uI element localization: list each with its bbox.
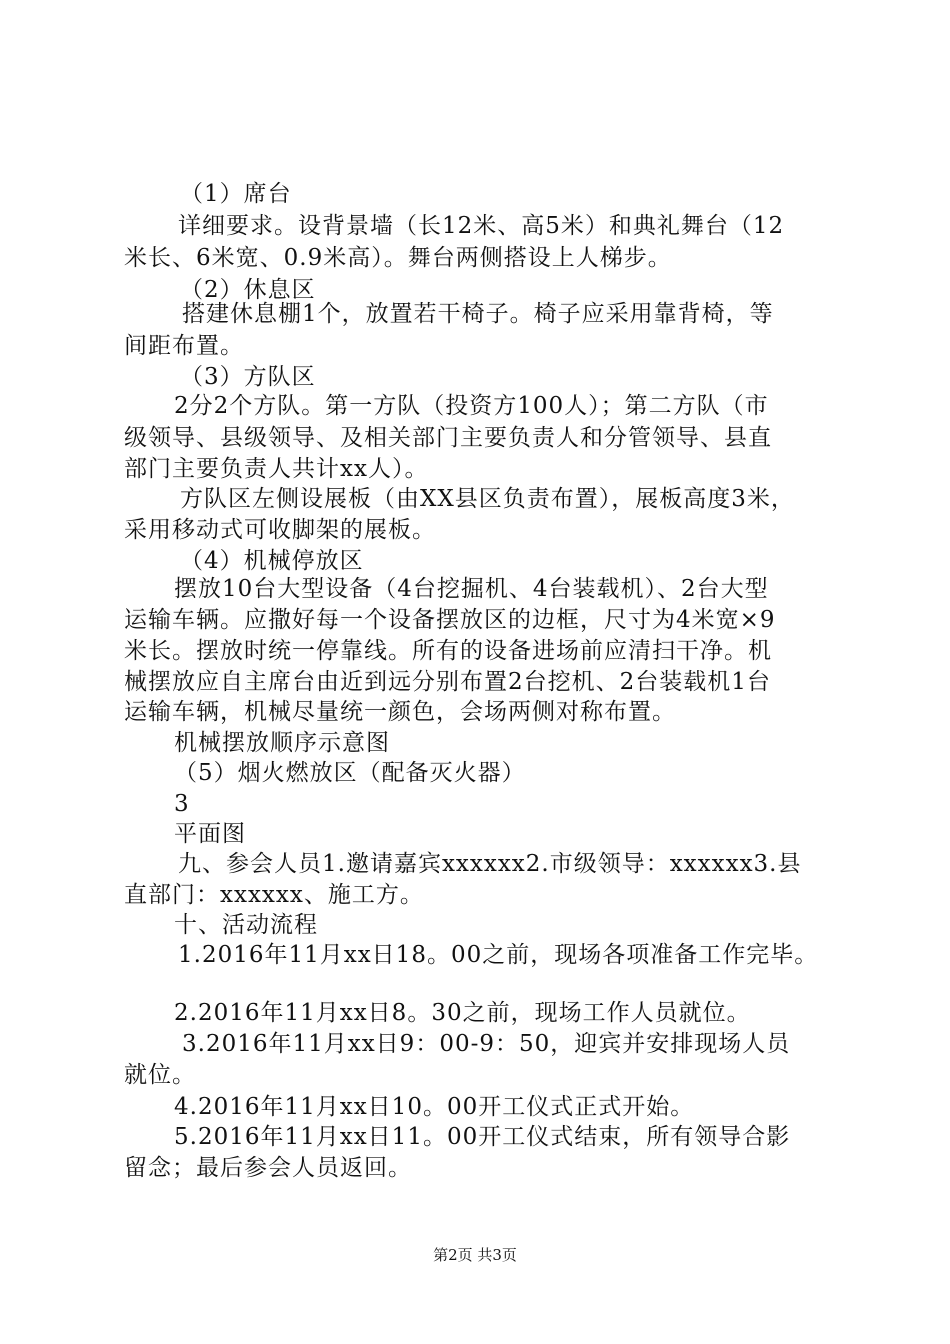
paragraph-line: 米长、6米宽、0.9米高）。舞台两侧搭设上人梯步。 — [124, 245, 672, 271]
paragraph-line: 级领导、县级领导、及相关部门主要负责人和分管领导、县直 — [124, 425, 772, 451]
heading-formation-area: （3）方队区 — [180, 364, 316, 390]
procedure-item: 5.2016年11月xx日11。00开工仪式结束，所有领导合影 — [174, 1124, 791, 1150]
paragraph-line: 搭建休息棚1个，放置若干椅子。椅子应采用靠背椅，等 — [182, 301, 774, 327]
section-attendees: 九、参会人员1.邀请嘉宾xxxxxx2.市级领导：xxxxxx3.县 — [178, 851, 802, 877]
paragraph-line: 就位。 — [124, 1062, 196, 1088]
heading-fireworks-area: （5）烟火燃放区（配备灭火器） — [174, 760, 526, 786]
heading-machinery-area: （4）机械停放区 — [180, 548, 364, 574]
procedure-item: 1.2016年11月xx日18。00之前，现场各项准备工作完毕。 — [178, 942, 819, 968]
section-procedure: 十、活动流程 — [174, 912, 318, 938]
paragraph-line: 米长。摆放时统一停靠线。所有的设备进场前应清扫干净。机 — [124, 638, 772, 664]
paragraph-line: 采用移动式可收脚架的展板。 — [124, 517, 436, 543]
plan-caption: 平面图 — [174, 821, 246, 847]
heading-seat-stage: （1）席台 — [180, 181, 292, 207]
paragraph-line: 间距布置。 — [124, 333, 244, 359]
procedure-item: 2.2016年11月xx日8。30之前，现场工作人员就位。 — [174, 1000, 751, 1026]
paragraph-line: 部门主要负责人共计xx人）。 — [124, 456, 429, 482]
procedure-item: 4.2016年11月xx日10。00开工仪式正式开始。 — [174, 1094, 695, 1120]
paragraph-line: 运输车辆，机械尽量统一颜色，会场两侧对称布置。 — [124, 699, 676, 725]
page-footer: 第2页 共3页 — [433, 1246, 517, 1264]
page-number-inline: 3 — [174, 791, 190, 817]
paragraph-line: 械摆放应自主席台由近到远分别布置2台挖机、2台装载机1台 — [124, 669, 771, 695]
paragraph-line: 摆放10台大型设备（4台挖掘机、4台装载机）、2台大型 — [174, 576, 769, 602]
paragraph-line: 直部门：xxxxxx、施工方。 — [124, 882, 424, 908]
paragraph-line: 2分2个方队。第一方队（投资方100人）；第二方队（市 — [174, 393, 769, 419]
heading-rest-area: （2）休息区 — [180, 277, 316, 303]
procedure-item: 3.2016年11月xx日9：00-9：50，迎宾并安排现场人员 — [182, 1031, 791, 1057]
paragraph-line: 运输车辆。应撒好每一个设备摆放区的边框，尺寸为4米宽×9 — [124, 607, 776, 633]
paragraph-line: 方队区左侧设展板（由XX县区负责布置），展板高度3米， — [180, 486, 795, 512]
diagram-caption: 机械摆放顺序示意图 — [174, 730, 390, 756]
paragraph-line: 留念；最后参会人员返回。 — [124, 1155, 412, 1181]
paragraph-line: 详细要求。设背景墙（长12米、高5米）和典礼舞台（12 — [178, 213, 785, 239]
